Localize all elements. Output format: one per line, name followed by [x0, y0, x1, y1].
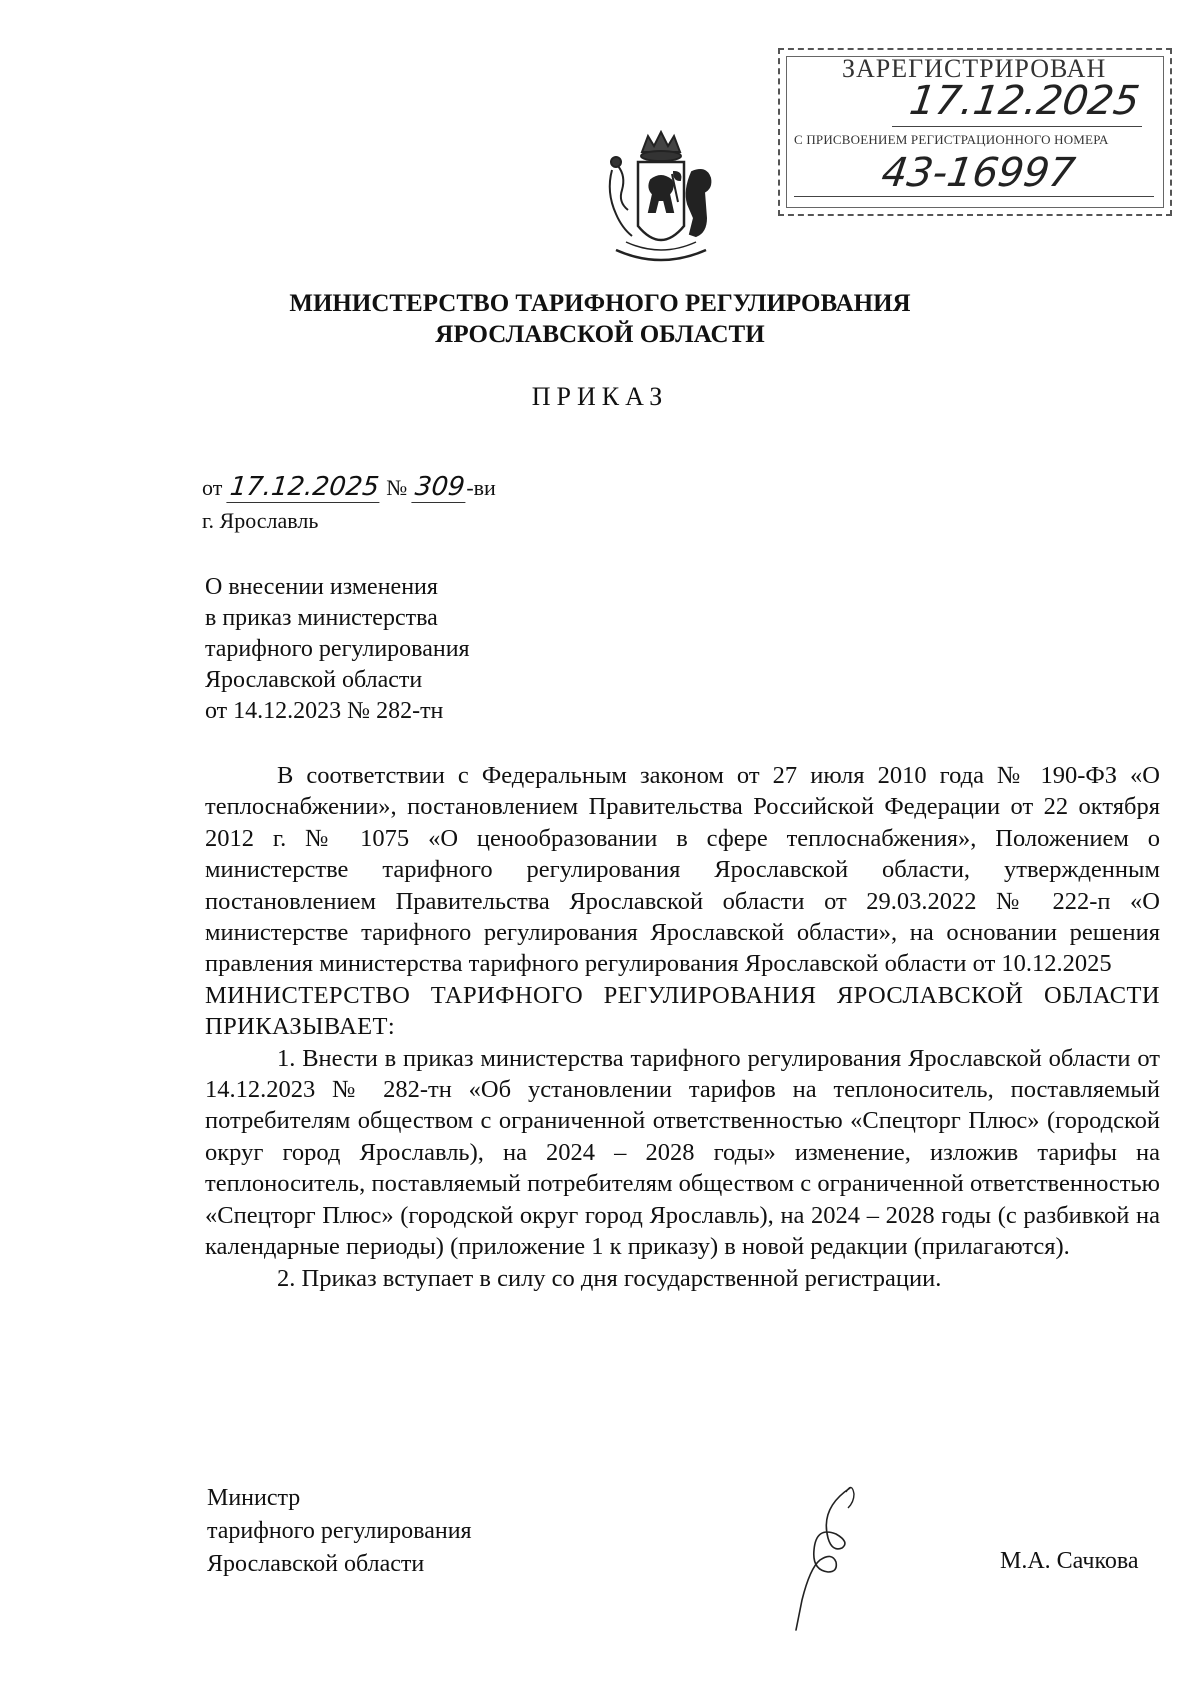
ministry-region-line: ЯРОСЛАВСКОЙ ОБЛАСТИ: [435, 321, 765, 348]
preamble-paragraph: В соответствии с Федеральным законом от 27 июля 2010 года № 190-ФЗ «О теплоснабжении», постановлением Правительства Российской Федерации от 22 октября 2012 г. № 1075 «О ценообразовании в сфере теплоснабжения», Положением о министерстве тарифного регулирования Ярославской области, утвержденным постановлением Правительства Ярославской области от 29.03.2022 № 222-п «О министерстве тарифного регулирования Ярославской области», на основании решения правления министерства тарифного регулирования Ярославской области от 10.12.2025: [205, 762, 1160, 978]
position-line: Ярославской области: [207, 1551, 425, 1577]
signatory-position: [207, 1482, 472, 1581]
item-2-paragraph: 2. Приказ вступает в силу со дня государственной регистрации.: [277, 1264, 942, 1292]
item-1-paragraph: 1. Внести в приказ министерства тарифного регулирования Ярославской области от 14.12.2023 № 282-тн «Об установлении тарифов на теплоноситель, поставляемый потребителям обществом с ограниченной ответственностью «Спецторг Плюс» (городской округ город Ярославль), на 2024 – 2028 годы» изменение, изложив тарифы на теплоноситель, поставляемый потребителям обществом с ограниченной ответственностью «Спецторг Плюс» (городской округ город Ярославль), на 2024 – 2028 годы (с разбивкой на календарные периоды) (приложение 1 к приказу) в новой редакции (прилагаются).: [205, 1044, 1160, 1261]
order-number-suffix: -ви: [466, 475, 496, 500]
registration-stamp: [778, 48, 1172, 216]
signatory-name: М.А. Сачкова: [1000, 1548, 1139, 1574]
stamp-subtitle: С ПРИСВОЕНИЕМ РЕГИСТРАЦИОННОГО НОМЕРА: [794, 132, 1109, 147]
stamp-registration-number: 43-16997: [878, 150, 1078, 196]
order-number: 309: [411, 472, 468, 503]
handwritten-signature-icon: [780, 1480, 890, 1640]
order-body: [205, 760, 1160, 1294]
ministry-heading: [200, 288, 1000, 350]
ministry-name-line: МИНИСТЕРСТВО ТАРИФНОГО РЕГУЛИРОВАНИЯ: [289, 290, 911, 317]
position-line: Министр: [207, 1485, 301, 1511]
subject-line: в приказ министерства: [205, 605, 438, 631]
number-label: №: [386, 475, 408, 500]
document-type: ПРИКАЗ: [531, 382, 669, 411]
coat-of-arms-icon: [596, 130, 726, 270]
directive-paragraph: МИНИСТЕРСТВО ТАРИФНОГО РЕГУЛИРОВАНИЯ ЯРОСЛАВСКОЙ ОБЛАСТИ ПРИКАЗЫВАЕТ:: [205, 981, 1160, 1041]
stamp-title: ЗАРЕГИСТРИРОВАН: [842, 54, 1107, 83]
subject-line: тарифного регулирования: [205, 636, 470, 662]
order-subject: [205, 572, 470, 727]
order-date: 17.12.2025: [226, 472, 382, 503]
order-date-line: [202, 472, 496, 503]
stamp-divider: [794, 196, 1154, 197]
subject-line: Ярославской области: [205, 667, 423, 693]
stamp-date: 17.12.2025: [906, 78, 1143, 124]
subject-line: О внесении изменения: [205, 574, 438, 600]
from-label: от: [202, 475, 223, 500]
subject-line: от 14.12.2023 № 282-тн: [205, 698, 444, 724]
stamp-divider: [892, 126, 1142, 127]
city: г. Ярославль: [202, 508, 319, 533]
position-line: тарифного регулирования: [207, 1518, 472, 1544]
